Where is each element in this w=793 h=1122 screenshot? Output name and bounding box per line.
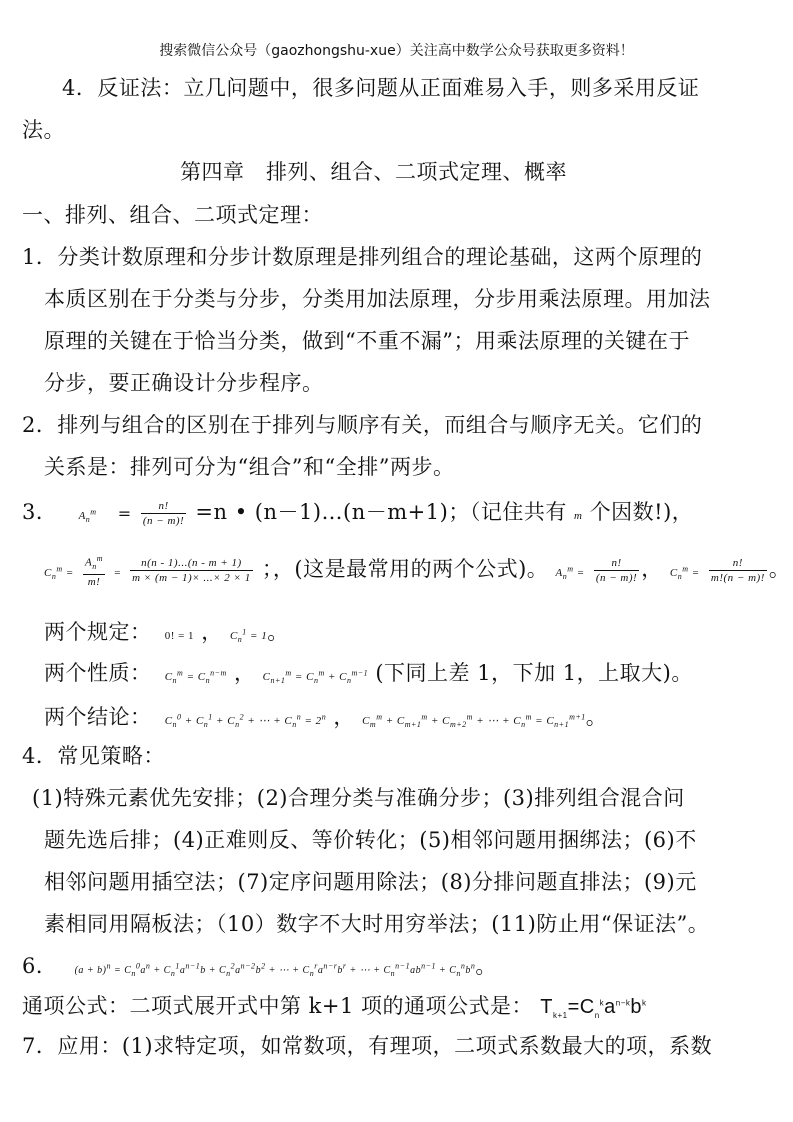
factor-note: 个因数!)， bbox=[589, 500, 694, 524]
m-symbol: m bbox=[574, 510, 583, 522]
general-term-formula: $T_{k+1}=C_n^ka^{n-k}b^k$ bbox=[540, 996, 647, 1020]
properties-line: 两个性质： $C_n^m = C_n^{n-m}$ ， $C_{n+1}^m = C_n^m + C_n^{m-1}$ (下同上差 1，下加 1，上取大)。 bbox=[44, 661, 693, 686]
general-term-label: 通项公式：二项式展开式中第 k+1 项的通项公式是： bbox=[22, 994, 534, 1018]
formula-note: ；，(这是最常用的两个公式)。 bbox=[261, 556, 549, 581]
general-term-line bbox=[22, 990, 647, 1020]
combination-formula: $C_n^m$ = bbox=[44, 564, 74, 582]
paragraph-line: (1)特殊元素优先安排；(2)合理分类与准确分步；(3)排列组合混合问 bbox=[32, 786, 685, 810]
product-expansion: =n • (n－1)…(n－m+1)；（记住共有 bbox=[195, 500, 567, 524]
source-banner: 搜索微信公众号（gaozhongshu-xue）关注高中数学公众号获取更多资料！ bbox=[159, 43, 634, 59]
paragraph-line: 本质区别在于分类与分步，分类用加法原理，分步用乘法原理。用加法 bbox=[44, 287, 711, 311]
paragraph-line: 分步，要正确设计分步程序。 bbox=[44, 371, 324, 395]
paragraph-line: 关系是：排列可分为“组合”和“全排”两步。 bbox=[44, 455, 455, 479]
properties-note: (下同上差 1，下加 1，上取大)。 bbox=[375, 661, 693, 685]
item-number: 3． bbox=[22, 500, 58, 524]
symmetry-property: $C_n^m = C_n^{n-m}$ bbox=[164, 668, 227, 686]
paragraph-line: 相邻问题用插空法；(7)定序问题用除法；(8)分排问题直排法；(9)元 bbox=[44, 870, 697, 894]
chapter-title: 第四章 排列、组合、二项式定理、概率 bbox=[180, 160, 567, 184]
hockey-stick-conclusion: $C_m^m + C_{m+1}^m + C_{m+2}^m$ + ⋯ + $C_n^m = C_{n+1}^{m+1}$ bbox=[362, 712, 586, 730]
permutation-formula: $A_n^m$ bbox=[78, 507, 97, 525]
permutation-factorial-formula: $A_n^m$ = bbox=[555, 564, 585, 582]
conclusions-label: 两个结论： bbox=[44, 705, 152, 729]
combination-factorial-formula: $C_n^m$ = bbox=[669, 564, 700, 582]
rules-line: 两个规定： 0! = 1 ， $C_n^1 = 1$。 bbox=[44, 620, 289, 645]
binomial-theorem-line: 6． $(a + b)^n = C_n^0a^n + C_n^1a^{n-1}b + C_n^2a^{n-2}b^2$ + ⋯ + $C_n^ra^{n-r}b^r$ + ⋯ + $C_n^{n-1}ab^{n-1} + C_n^nb^n$。 bbox=[22, 954, 497, 978]
paragraph-line: 素相同用隔板法；（10）数字不大时用穷举法；(11)防止用“保证法”。 bbox=[44, 912, 710, 936]
section-heading: 一、排列、组合、二项式定理： bbox=[22, 203, 323, 227]
section-heading: 4．常见策略： bbox=[22, 744, 165, 768]
properties-label: 两个性质： bbox=[44, 661, 152, 685]
paragraph-line: 4．反证法：立几问题中，很多问题从正面难易入手，则多采用反证 bbox=[62, 76, 700, 100]
paragraph-line: 原理的关键在于恰当分类，做到“不重不漏”；用乘法原理的关键在于 bbox=[44, 329, 690, 353]
paragraph-line: 法。 bbox=[22, 118, 65, 142]
paragraph-line: 7．应用：(1)求特定项，如常数项，有理项，二项式系数最大的项，系数 bbox=[22, 1034, 713, 1058]
binomial-sum-conclusion: $C_n^0 + C_n^1 + C_n^2$ + ⋯ + $C_n^n = 2^n$ bbox=[164, 712, 327, 730]
combination-rule: $C_n^1 = 1$ bbox=[229, 627, 268, 645]
zero-factorial-rule: 0! = 1 bbox=[164, 630, 195, 642]
paragraph-line: 1．分类计数原理和分步计数原理是排列组合的理论基础，这两个原理的 bbox=[22, 245, 703, 269]
pascal-property: $C_{n+1}^m = C_n^m + C_n^{m-1}$ bbox=[262, 668, 369, 686]
item-number: 6． bbox=[22, 954, 58, 978]
formula-line: 3． $A_n^m$ = $\frac{n!}{(n - m)!}$ =n • (n－1)…(n－m+1)；（记住共有 m 个因数!)， bbox=[22, 500, 694, 527]
conclusions-line: 两个结论： $C_n^0 + C_n^1 + C_n^2$ + ⋯ + $C_n^n = 2^n$ ， $C_m^m + C_{m+1}^m + C_{m+2}^m$ + ⋯ + $C_n^m = C_{n+1}^{m+1}$。 bbox=[44, 705, 608, 730]
binomial-expansion: $(a + b)^n = C_n^0a^n + C_n^1a^{n-1}b + C_n^2a^{n-2}b^2$ + ⋯ + $C_n^ra^{n-r}b^r$ + ⋯ + $C_n^{n-1}ab^{n-1} + C_n^nb^n$ bbox=[74, 961, 476, 978]
formula-line: $C_n^m$ = $\frac{A_n^m}{m!}$ = $\frac{n(n - 1)...(n - m + 1)}{m \times (m - 1)\times ...\times 2 \times 1}$ ；，(这是最常用的两个公式)。 $A_n^m$ = $\frac{n!}{(n - m)!}$ ， $C_n^m$ = $\frac{n!}{m!(n - m)!}$ 。 bbox=[44, 554, 791, 588]
rules-label: 两个规定： bbox=[44, 620, 152, 644]
paragraph-line: 2．排列与组合的区别在于排列与顺序有关，而组合与顺序无关。它们的 bbox=[22, 413, 703, 437]
factorial-fraction: $\frac{n!}{(n - m)!}$ bbox=[142, 500, 185, 527]
paragraph-line: 题先选后排；(4)正难则反、等价转化；(5)相邻问题用捆绑法；(6)不 bbox=[44, 828, 697, 852]
